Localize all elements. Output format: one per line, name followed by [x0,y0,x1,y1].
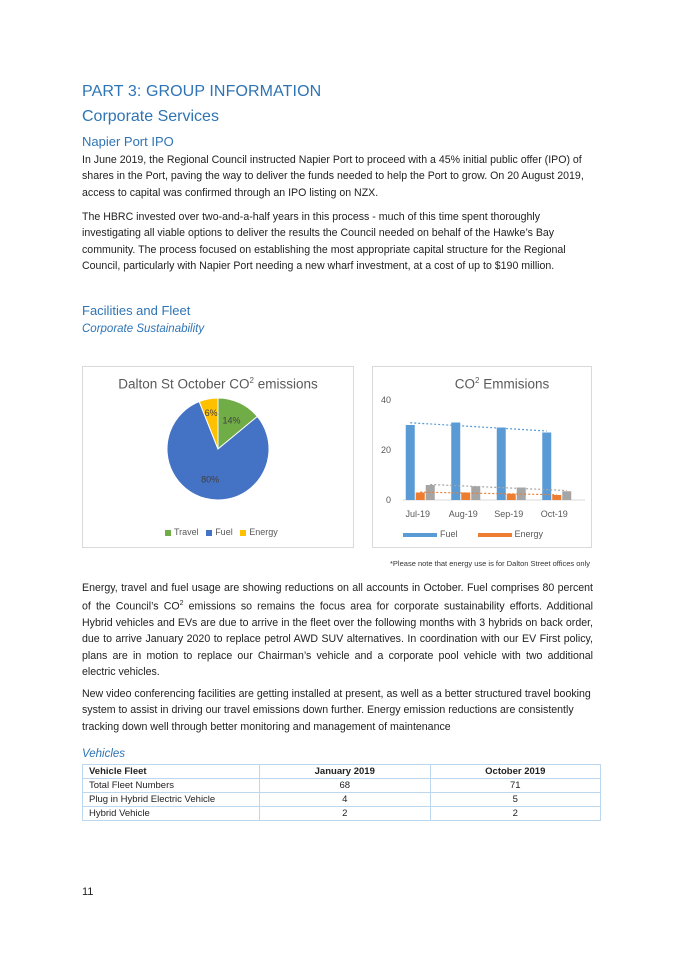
bar-fuel-sep-19 [497,428,506,501]
x-tick-label: Sep-19 [494,509,524,519]
ipo-paragraph-1: In June 2019, the Regional Council instructed Napier Port to proceed with a 45% initial public offer (IPO) of shares in the Port, paving the way to deliver the funds needed to help the Port to grow. On 20 August 2019, access to capital was confirmed through an IPO listing on NZX. [82,154,584,199]
trendline-energy [420,492,557,495]
legend-fuel-bar: Fuel [403,529,458,539]
pie-label-fuel: 80% [201,474,220,485]
table-header: October 2019 [430,765,600,779]
vehicle-fleet-table [82,764,601,821]
legend-energy-bar: Energy [478,529,544,539]
bar-other-oct-19 [562,491,571,500]
table-cell: 68 [260,779,431,793]
legend-fuel: Fuel [206,527,233,537]
table-row [83,807,601,821]
section-heading: Corporate Services [82,108,219,125]
table-header: January 2019 [260,765,431,779]
bar-chart [373,367,591,547]
table-cell: 5 [430,793,600,807]
table-cell: 2 [260,807,431,821]
table-cell: 4 [260,793,431,807]
trendline-fuel [410,423,547,431]
table-row [83,793,601,807]
y-tick-label: 0 [385,495,391,505]
table-header: Vehicle Fleet [83,765,260,779]
table-row [83,779,601,793]
bar-chart-panel [372,366,592,548]
y-tick-label: 20 [380,445,391,455]
ipo-heading: Napier Port IPO [82,134,174,149]
table-cell: Hybrid Vehicle [83,807,260,821]
bar-chart-title: $CO^2$ Emmisions [454,376,550,392]
bar-fuel-jul-19 [406,425,415,500]
sustainability-paragraph-1: Energy, travel and fuel usage are showing reductions on all accounts in October. Fuel comprises 80 percent of the Council’s $CO^2$ emissions so remains the focus area for corporate sustainability efforts. Additional Hybrid vehicles and EVs are due to arrive in the fleet over the following months with 3 hybrids on back order, due to arrive January 2020 to replace petrol AWD SUV alternatives. In coordination with our EV First policy, plans are in motion to replace our Chairman’s vehicle and a corporate pool vehicle with two additional electric vehicles. [82,582,593,679]
bar-energy-oct-19 [552,495,561,500]
facilities-heading: Facilities and Fleet [82,303,191,318]
bar-energy-sep-19 [507,494,516,500]
x-tick-label: Oct-19 [540,509,568,519]
sustainability-heading: Corporate Sustainability [82,323,205,335]
y-tick-label: 40 [380,395,391,405]
energy-note: *Please note that energy use is for Dalton Street offices only [390,559,590,568]
part-heading: PART 3: GROUP INFORMATION [82,83,322,100]
table-cell: 71 [430,779,600,793]
pie-chart [83,367,353,547]
sustainability-paragraph-2: New video conferencing facilities are getting installed at present, as well as a better structured travel booking system to assist in driving our travel emissions down further. Energy emission reductions are consistently tracking down well through better monitoring and management of maintenance [82,688,591,733]
x-tick-label: Aug-19 [448,509,478,519]
bar-energy-jul-19 [416,493,425,501]
pie-label-travel: 14% [222,415,241,426]
bar-fuel-aug-19 [451,423,460,501]
legend-travel: Travel [165,527,199,537]
vehicles-heading: Vehicles [82,748,126,760]
table-cell: Plug in Hybrid Electric Vehicle [83,793,260,807]
pie-chart-title: Dalton St October $CO^2$ emissions [118,376,318,392]
bar-legend [403,529,543,539]
pie-chart-panel [82,366,354,548]
table-cell: Total Fleet Numbers [83,779,260,793]
table-cell: 2 [430,807,600,821]
page-number: 11 [82,886,94,898]
ipo-paragraph-2: The HBRC invested over two-and-a-half years in this process - much of this time spent thoroughly investigating all viable options to deliver the results the Council needed on behalf of the Hawke’s Bay community. The process focused on establishing the most appropriate capital structure for the Regional Council, particularly with Napier Port needing a new wharf investment, at a cost of up to $190 million. [82,211,566,272]
pie-label-energy: 6% [204,407,218,418]
legend-energy: Energy [240,527,278,537]
x-tick-label: Jul-19 [405,509,431,519]
table-header-row [83,765,601,779]
pie-legend [165,527,278,537]
